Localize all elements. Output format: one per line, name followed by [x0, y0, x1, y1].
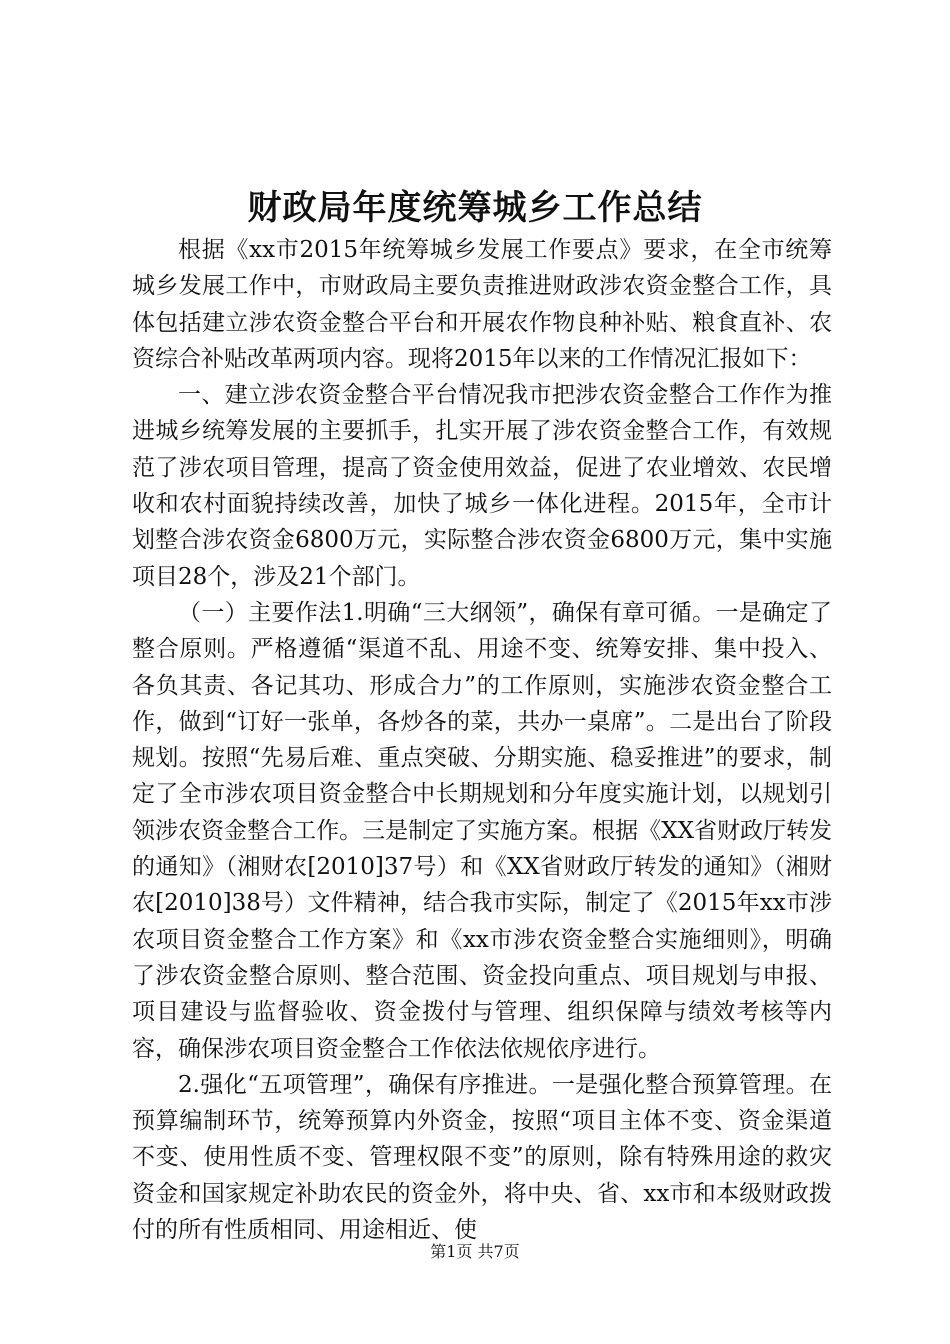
paragraph-section-one: 一、建立涉农资金整合平台情况我市把涉农资金整合工作作为推进城乡统筹发展的主要抓手，扎实开展了涉农资金整合工作，有效规范了涉农项目管理，提高了资金使用效益，促进了农业增效、农民增收和农村面貌持续改善，加快了城乡一体化进程。2015年，全市计划整合涉农资金6800万元，实际整合涉农资金6800万元，集中实施项目28个，涉及21个部门。 — [132, 382, 832, 590]
document-title: 财政局年度统筹城乡工作总结 — [247, 188, 703, 228]
document-body — [132, 232, 832, 1248]
paragraph-intro: 根据《xx市2015年统筹城乡发展工作要点》要求，在全市统筹城乡发展工作中，市财政局主要负责推进财政涉农资金整合工作，具体包括建立涉农资金整合平台和开展农作物良种补贴、粮食直补、农资综合补贴改革两项内容。现将2015年以来的工作情况汇报如下： — [132, 237, 832, 372]
paragraph-five-management: 2.强化“五项管理”，确保有序推进。一是强化整合预算管理。在预算编制环节，统筹预算内外资金，按照“项目主体不变、资金渠道不变、使用性质不变、管理权限不变”的原则，除有特殊用途的救灾资金和国家规定补助农民的资金外，将中央、省、xx市和本级财政拨付的所有性质相同、用途相近、使 — [132, 1071, 832, 1244]
paragraph-main-methods: （一）主要作法1.明确“三大纲领”，确保有章可循。一是确定了整合原则。严格遵循“渠道不乱、用途不变、统筹安排、集中投入、各负其责、各记其功、形成合力”的工作原则，实施涉农资金整合工作，做到“订好一张单，各炒各的菜，共办一桌席”。二是出台了阶段规划。按照“先易后难、重点突破、分期实施、稳妥推进”的要求，制定了全市涉农项目资金整合中长期规划和分年度实施计划，以规划引领涉农资金整合工作。三是制定了实施方案。根据《XX省财政厅转发的通知》（湘财农[2010]37号）和《XX省财政厅转发的通知》（湘财农[2010]38号）文件精神，结合我市实际，制定了《2015年xx市涉农项目资金整合工作方案》和《xx市涉农资金整合实施细则》，明确了涉农资金整合原则、整合范围、资金投向重点、项目规划与申报、项目建设与监督验收、资金拨付与管理、组织保障与绩效考核等内容，确保涉农项目资金整合工作依法依规依序进行。 — [132, 599, 832, 1062]
page-number-footer: 第1页 共7页 — [430, 1242, 520, 1261]
